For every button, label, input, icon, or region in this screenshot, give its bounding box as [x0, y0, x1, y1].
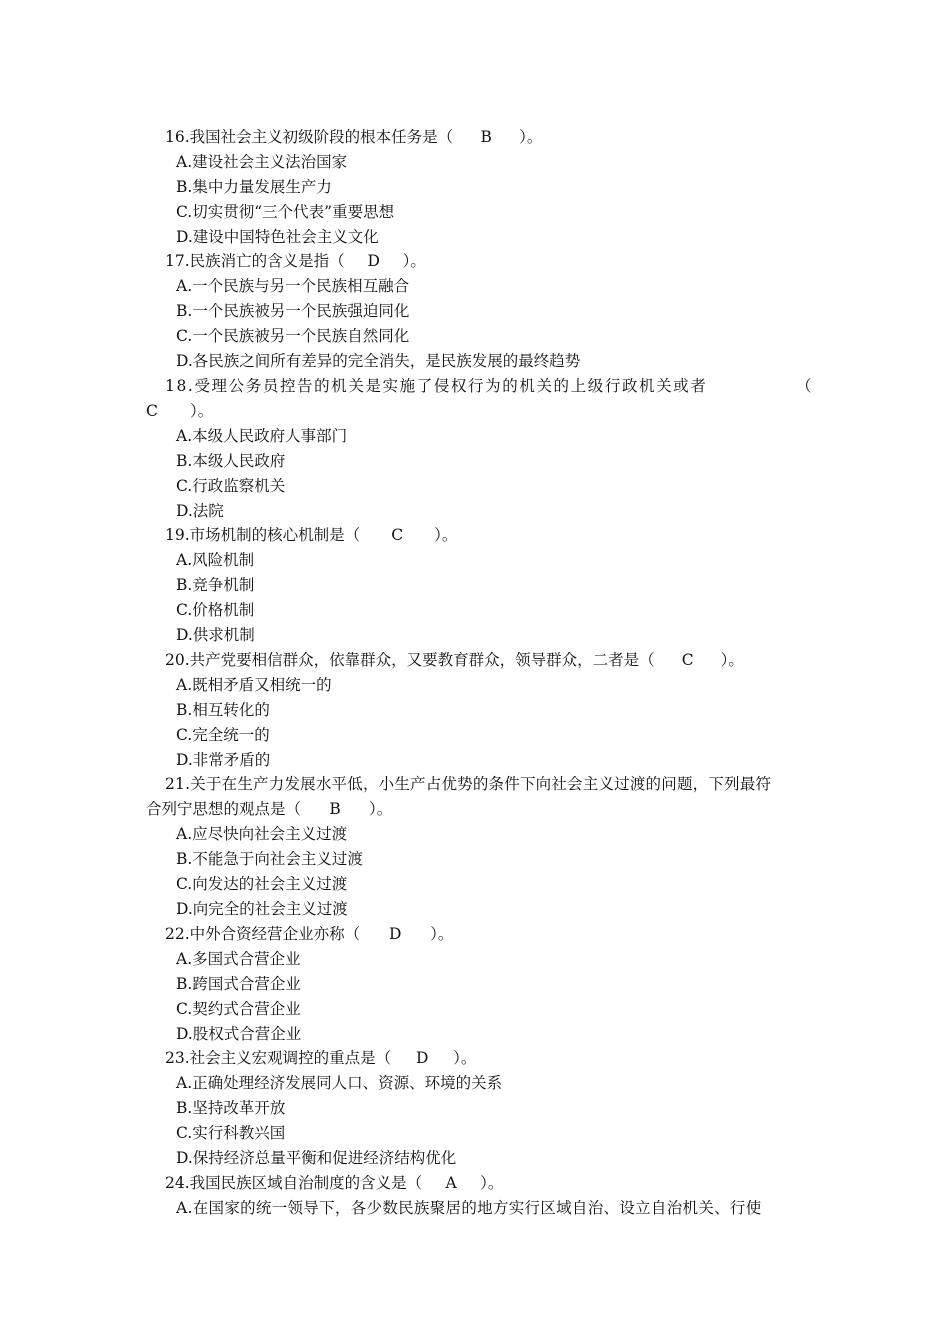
question-20-answer: C — [681, 651, 694, 669]
question-23-stem — [165, 1048, 476, 1068]
question-16-option-b: B.集中力量发展生产力 — [176, 178, 332, 196]
question-19-option-a: A.风险机制 — [176, 551, 255, 569]
question-16-stem — [165, 127, 542, 147]
question-17-answer: D — [367, 252, 380, 270]
question-18-option-b: B.本级人民政府 — [176, 452, 286, 470]
question-19-answer: C — [391, 526, 404, 544]
question-stem-text: 17.民族消亡的含义是指（ — [165, 252, 345, 270]
question-22-option-c: C.契约式合营企业 — [176, 1000, 301, 1018]
question-18-answer: C — [146, 402, 158, 420]
question-19-option-d: D.供求机制 — [176, 626, 255, 644]
question-24-stem — [165, 1173, 503, 1193]
question-22-option-d: D.股权式合营企业 — [176, 1025, 302, 1043]
question-16-option-d: D.建设中国特色社会主义文化 — [176, 228, 379, 246]
question-22-stem — [165, 924, 453, 944]
question-23-option-a: A.正确处理经济发展同人口、资源、环境的关系 — [176, 1074, 503, 1092]
question-stem-close: ）。 — [720, 651, 744, 669]
question-21-stem-line2 — [146, 799, 392, 819]
question-16-answer: B — [480, 128, 492, 146]
question-21-option-d: D.向完全的社会主义过渡 — [176, 900, 348, 918]
question-19-stem — [165, 525, 457, 545]
question-16-option-c: C.切实贯彻“三个代表”重要思想 — [176, 203, 395, 221]
question-21-option-b: B.不能急于向社会主义过渡 — [176, 850, 363, 868]
question-17-option-c: C.一个民族被另一个民族自然同化 — [176, 327, 410, 345]
question-20-stem — [165, 650, 744, 670]
question-stem-close: ）。 — [190, 402, 214, 420]
question-stem-close: ）。 — [434, 526, 458, 544]
question-17-stem — [165, 251, 426, 271]
question-21-answer: B — [329, 800, 341, 818]
question-22-option-a: A.多国式合营企业 — [176, 950, 301, 968]
question-18-option-c: C.行政监察机关 — [176, 477, 286, 495]
question-24-option-a: A.在国家的统一领导下，各少数民族聚居的地方实行区域自治、设立自治机关、行使 — [176, 1199, 762, 1217]
question-20-option-b: B.相互转化的 — [176, 701, 270, 719]
question-stem-text: 22.中外合资经营企业亦称（ — [165, 925, 361, 943]
question-stem-close: ）。 — [402, 252, 426, 270]
question-20-option-a: A.既相矛盾又相统一的 — [176, 676, 332, 694]
question-23-option-d: D.保持经济总量平衡和促进经济结构优化 — [176, 1149, 457, 1167]
question-stem-text: 23.社会主义宏观调控的重点是（ — [165, 1049, 392, 1067]
question-17-option-d: D.各民族之间所有差异的完全消失，是民族发展的最终趋势 — [176, 352, 581, 370]
question-19-option-c: C.价格机制 — [176, 601, 255, 619]
question-17-option-a: A.一个民族与另一个民族相互融合 — [176, 277, 410, 295]
question-stem-close: ）。 — [430, 925, 454, 943]
question-stem-close: ）。 — [519, 128, 543, 146]
question-18-stem-line2 — [146, 401, 213, 421]
question-22-answer: D — [388, 925, 402, 943]
question-23-option-c: C.实行科教兴国 — [176, 1124, 286, 1142]
question-16-option-a: A.建设社会主义法治国家 — [176, 153, 348, 171]
question-18-option-d: D.法院 — [176, 502, 224, 520]
question-21-option-c: C.向发达的社会主义过渡 — [176, 875, 348, 893]
question-stem-text: 合列宁思想的观点是（ — [146, 800, 302, 818]
question-22-option-b: B.跨国式合营企业 — [176, 975, 301, 993]
question-stem-close: ）。 — [480, 1174, 504, 1192]
question-18-option-a: A.本级人民政府人事部门 — [176, 427, 348, 445]
question-23-answer: D — [415, 1049, 429, 1067]
question-stem-text: 20.共产党要相信群众，依靠群众，又要教育群众，领导群众，二者是（ — [165, 651, 655, 669]
question-20-option-d: D.非常矛盾的 — [176, 751, 271, 769]
question-23-option-b: B.坚持改革开放 — [176, 1099, 286, 1117]
question-stem-text: 24.我国民族区域自治制度的含义是（ — [165, 1174, 423, 1192]
question-stem-close: ）。 — [453, 1049, 477, 1067]
question-20-option-c: C.完全统一的 — [176, 726, 270, 744]
question-24-answer: A — [445, 1174, 457, 1192]
question-21-option-a: A.应尽快向社会主义过渡 — [176, 825, 348, 843]
question-18-stem-line1: 18.受理公务员控告的机关是实施了侵权行为的机关的上级行政机关或者 — [165, 377, 708, 395]
question-stem-text: 19.市场机制的核心机制是（ — [165, 526, 361, 544]
question-19-option-b: B.竞争机制 — [176, 576, 255, 594]
question-stem-text: 16.我国社会主义初级阶段的根本任务是（ — [165, 128, 454, 146]
question-18-paren-open: （ — [796, 377, 812, 395]
question-17-option-b: B.一个民族被另一个民族强迫同化 — [176, 302, 410, 320]
question-21-stem-line1: 21.关于在生产力发展水平低，小生产占优势的条件下向社会主义过渡的问题，下列最符 — [165, 775, 772, 793]
question-stem-close: ）。 — [369, 800, 393, 818]
